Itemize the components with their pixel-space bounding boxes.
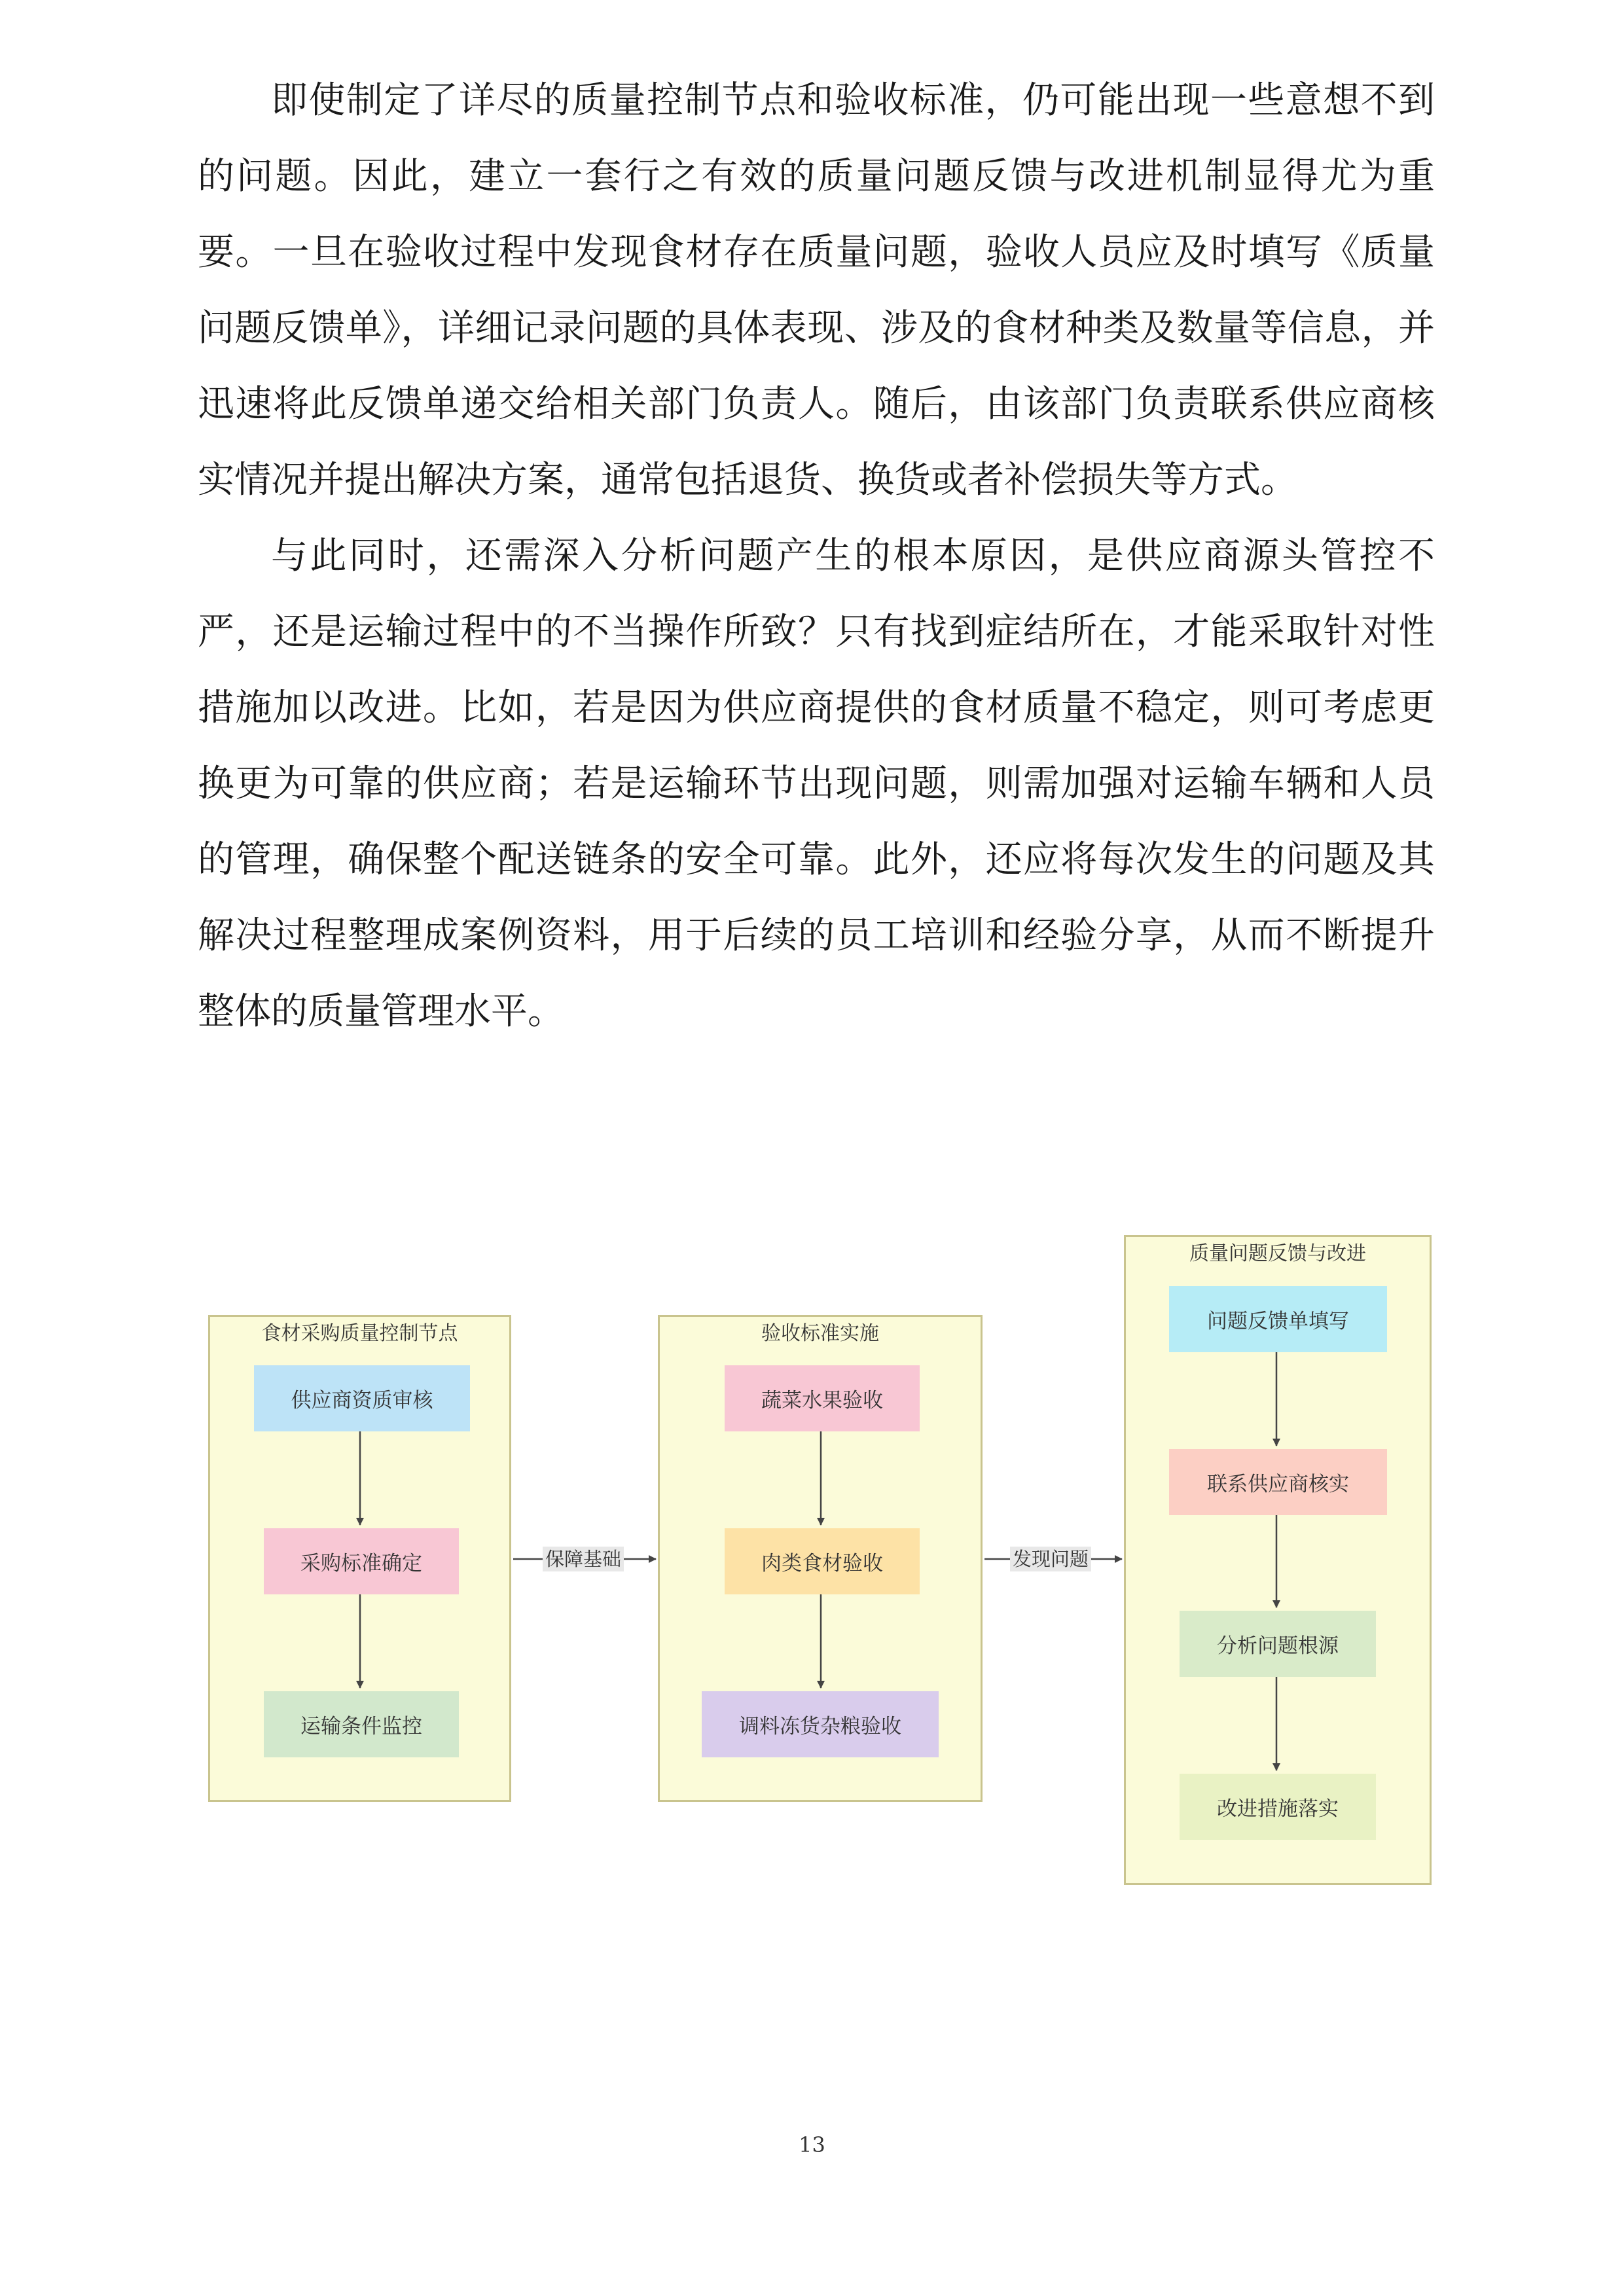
node-vegetable-fruit-acceptance: 蔬菜水果验收	[725, 1365, 920, 1431]
node-procurement-standard: 采购标准确定	[264, 1528, 459, 1594]
node-feedback-form: 问题反馈单填写	[1169, 1286, 1387, 1352]
group-title: 质量问题反馈与改进	[1189, 1242, 1366, 1265]
node-analyze-root-cause: 分析问题根源	[1180, 1611, 1376, 1677]
paragraph: 即使制定了详尽的质量控制节点和验收标准，仍可能出现一些意想不到的问题。因此，建立一套行之有效的质量问题反馈与改进机制显得尤为重要。一旦在验收过程中发现食材存在质量问题，验收人员应及时填写《质量问题反馈单》，详细记录问题的具体表现、涉及的食材种类及数量等信息，并迅速将此反馈单递交给相关部门负责人。随后，由该部门负责联系供应商核实情况并提出解决方案，通常包括退货、换货或者补偿损失等方式。	[198, 79, 1435, 501]
node-supplier-qualification: 供应商资质审核	[254, 1365, 470, 1431]
group-title: 食材采购质量控制节点	[261, 1322, 458, 1345]
group-title: 验收标准实施	[761, 1322, 879, 1345]
page-number: 13	[799, 2132, 825, 2157]
edge-label-issue-found: 发现问题	[1010, 1547, 1091, 1571]
node-seasoning-frozen-grain-acceptance: 调料冻货杂粮验收	[702, 1691, 939, 1757]
paragraph: 与此同时，还需深入分析问题产生的根本原因，是供应商源头管控不严，还是运输过程中的不当操作所致？只有找到症结所在，才能采取针对性措施加以改进。比如，若是因为供应商提供的食材质量不稳定，则可考虑更换更为可靠的供应商；若是运输环节出现问题，则需加强对运输车辆和人员的管理，确保整个配送链条的安全可靠。此外，还应将每次发生的问题及其解决过程整理成案例资料，用于后续的员工培训和经验分享，从而不断提升整体的质量管理水平。	[198, 535, 1435, 1033]
node-contact-supplier: 联系供应商核实	[1169, 1449, 1387, 1515]
node-meat-acceptance: 肉类食材验收	[725, 1528, 920, 1594]
node-transport-monitoring: 运输条件监控	[264, 1691, 459, 1757]
edge-label-foundation: 保障基础	[543, 1547, 624, 1571]
node-implement-improvement: 改进措施落实	[1180, 1774, 1376, 1840]
